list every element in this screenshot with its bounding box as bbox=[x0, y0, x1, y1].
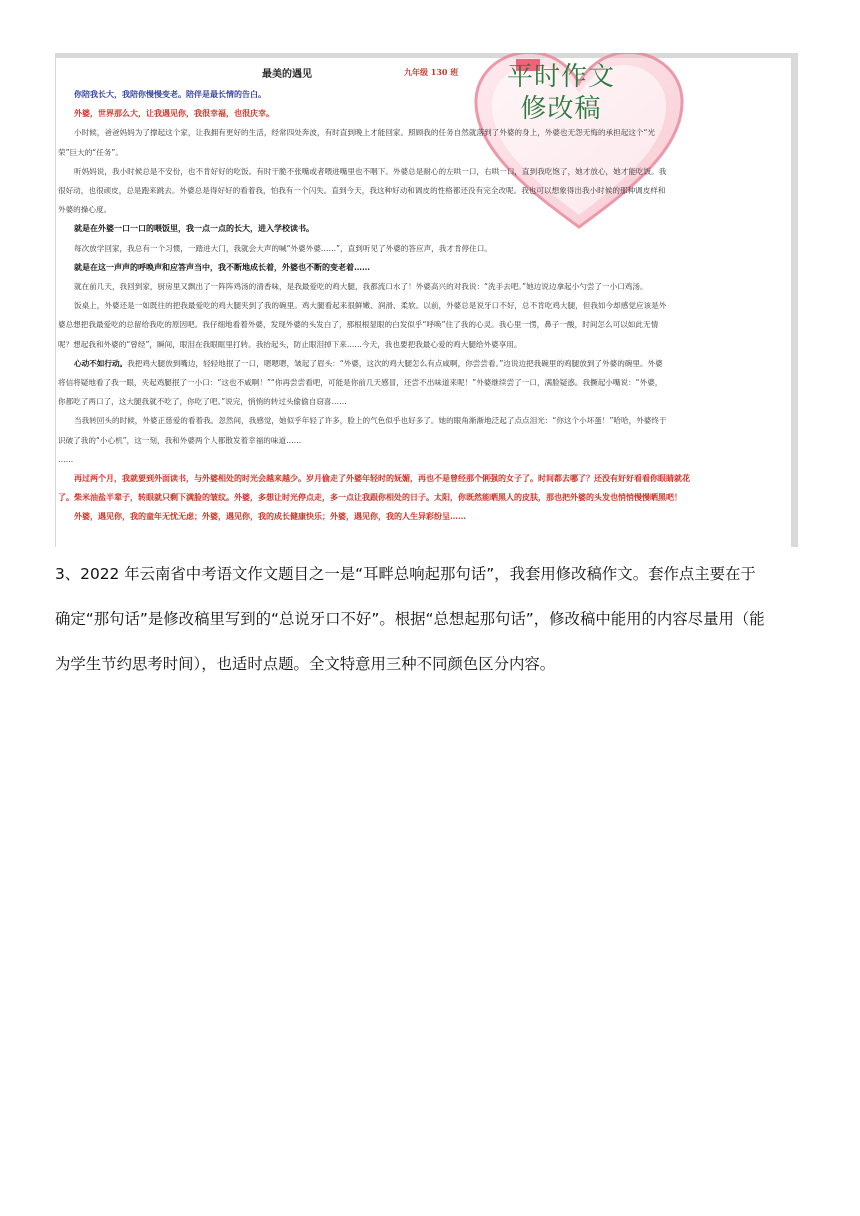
essay-line: 就是在这一声声的呼唤声和应答声当中，我不断地成长着，外婆也不断的变老着…… bbox=[74, 261, 370, 272]
essay-line: 再过两个月，我就要到外面读书，与外婆相处的时光会越来越少。岁月偷走了外婆年轻时的妩媚，再也不是曾经那个俐强的女子了。时间都去哪了？还没有好好看看你眼睛就花 bbox=[74, 473, 690, 484]
essay-line: 呢？想起我和外婆的“曾经”，瞬间，眼泪在我眼眶里打转。我抬起头，防止眼泪掉下来……今天，我也要把我最心爱的鸡大腿给外婆享用。 bbox=[58, 339, 522, 349]
essay-line: 小时候，爸爸妈妈为了撑起这个家，让我拥有更好的生活，经常四处奔波，有时直到晚上才能回家。照顾我的任务自然就落到了外婆的身上，外婆也无怨无悔的承担起这个“光 bbox=[74, 128, 656, 138]
essay-line: 你陪我长大，我陪你慢慢变老。陪伴是最长情的告白。 bbox=[74, 89, 266, 99]
essay-line: 饭桌上，外婆还是一如既往的把我最爱吃的鸡大腿夹到了我的碗里。鸡大腿看起来很鲜嫩、润滑、柔软。以前，外婆总是说牙口不好，总不肯吃鸡大腿，但我如今却感觉应该是外 bbox=[74, 301, 667, 311]
analysis-paragraph-line-1: 3、2022 年云南省中考语文作文题目之一是“耳畔总响起那句话”，我套用修改稿作文。套作点主要在于 bbox=[55, 565, 756, 583]
essay-line: 很好动，也很顽皮，总是跑来跳去。外婆总是得好好的看着我，怕我有一个闪失。直到今天，我这种好动和调皮的性格都还没有完全改呢。我也可以想象得出我小时候的那种调皮样和 bbox=[58, 186, 666, 196]
essay-line: 外婆的操心度。 bbox=[58, 205, 112, 215]
grade-tag: 九年级 130 班 bbox=[404, 67, 459, 77]
essay-line: 识破了我的“小心机”，这一刻，我和外婆两个人都散发着幸福的味道…… bbox=[58, 435, 302, 445]
essay-line: 就在前几天，我回到家，厨房里又飘出了一阵阵鸡汤的清香味，是我最爱吃的鸡大腿，我都流口水了！外婆高兴的对我说：“洗手去吧。”她边说边拿起小勺尝了一小口鸡汤。 bbox=[74, 282, 648, 292]
essay-line: 将信将疑地看了我一眼，夹起鸡腿抿了一小口：“这也不咸啊！”“你再尝尝看吧，可能是你前几天感冒，还尝不出味道来呢！”外婆继续尝了一口，满脸疑惑。我撅起小嘴说：“外婆， bbox=[58, 378, 663, 388]
essay-line: 外婆，遇见你，我的童年无忧无虑；外婆，遇见你，我的成长健康快乐；外婆，遇见你，我的人生异彩纷呈…… bbox=[74, 511, 466, 522]
essay-line: 了。柴米油盐半辈子，转眼就只剩下满脸的皱纹。外婆，多想让时光停点走，多一点让我跟你相处的日子。太阳，你既然能晒黑人的皮肤，那也把外婆的头发也悄悄慢慢晒黑吧！ bbox=[58, 492, 682, 503]
essay-screenshot bbox=[55, 53, 798, 547]
essay-title: 最美的遇见 bbox=[262, 69, 312, 80]
essay-line bbox=[56, 354, 782, 373]
essay-line: 荣”巨大的“任务”。 bbox=[58, 147, 123, 157]
analysis-paragraph-line-2: 确定“那句话”是修改稿里写到的“总说牙口不好”。根据“总想起那句话”，修改稿中能用的内容尽量用（能 bbox=[55, 610, 765, 628]
essay-line: 每次放学回家，我总有一个习惯，一踏进大门，我就会大声的喊“外婆外婆……”，直到听见了外婆的答应声，我才肯停住口。 bbox=[74, 243, 492, 253]
essay-line: 当我转回头的时候，外婆正慈爱的看着我。忽然间，我感觉，她似乎年轻了许多，脸上的气色似乎也好多了。她的眼角渐渐地泛起了点点泪光：“你这个小坏蛋！”哈哈，外婆终于 bbox=[74, 416, 667, 426]
essay-line: 婆总想把我最爱吃的总留给我吃的原因吧。我仔细地看着外婆，发现外婆的头发白了，那根根显眼的白发似乎“呼唤”住了我的心灵。我心里一愣，鼻子一酸，时间怎么可以如此无情 bbox=[58, 320, 659, 330]
essay-line-text: 我把鸡大腿放到嘴边，轻轻地抿了一口，嗯嗯嗯，皱起了眉头：“外婆，这次的鸡大腿怎么有点咸啊，你尝尝看。”边说边把我碗里的鸡腿放到了外婆的碗里。外婆 bbox=[127, 358, 663, 368]
stamp-line-2: 修改稿 bbox=[520, 94, 602, 124]
essay-line: 听妈妈说，我小时候总是不安份，也不肯好好的吃饭。有时干脆不张嘴或者喂进嘴里也不咽下。外婆总是耐心的左哄一口，右哄一口，直到我吃饱了，她才放心，她才能吃饭。我 bbox=[74, 166, 667, 176]
essay-line: …… bbox=[58, 454, 74, 464]
stamp-line-1: 平时作文 bbox=[506, 62, 615, 92]
essay-line: 就是在外婆一口一口的喂饭里，我一点一点的长大，进入学校读书。 bbox=[74, 223, 314, 234]
analysis-paragraph-line-3: 为学生节约思考时间），也适时点题。全文特意用三种不同颜色区分内容。 bbox=[55, 655, 556, 673]
essay-line-lead: 心动不如行动。 bbox=[74, 358, 128, 368]
essay-body bbox=[56, 85, 782, 527]
essay-line: 你都吃了两口了，这大腿我就不吃了，你吃了吧。”说完，悄悄的转过头偷偷自窃喜…… bbox=[58, 397, 347, 407]
essay-line: 外婆，世界那么大，让我遇见你，我很幸福，也很庆幸。 bbox=[74, 108, 274, 119]
